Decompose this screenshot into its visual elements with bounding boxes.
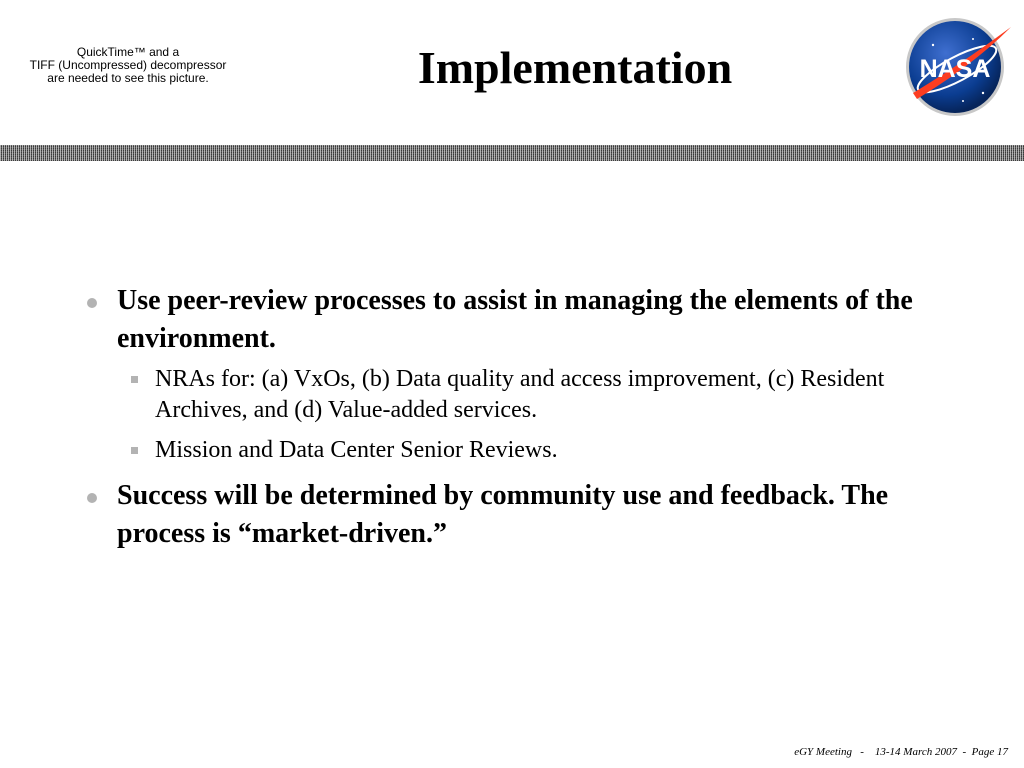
bullet-item [84, 282, 944, 466]
bullet-item [84, 477, 944, 553]
square-bullet-icon [131, 447, 138, 454]
sub-bullet-item [117, 435, 944, 466]
placeholder-line-2: TIFF (Uncompressed) decompressor [29, 58, 227, 72]
sub-bullet-text: NRAs for: (a) VxOs, (b) Data quality and access improvement, (c) Resident Archives, and (d) Value-added services. [155, 366, 885, 423]
sub-bullet-item [117, 364, 944, 426]
bullet-text: Use peer-review processes to assist in managing the elements of the environment. [117, 285, 913, 354]
slide-title: Implementation [417, 42, 733, 93]
bullet-dot-icon [87, 493, 97, 503]
nasa-logo-icon [903, 15, 1011, 119]
nasa-logo-text: NASA [919, 55, 991, 83]
placeholder-line-3: are needed to see this picture. [47, 71, 209, 85]
header-divider-bar [0, 145, 1024, 161]
footer-date: 13-14 March 2007 [874, 746, 957, 758]
footer-page: Page 17 [971, 746, 1008, 758]
slide-footer: eGY Meeting - 13-14 March 2007 - Page 17 [794, 746, 1008, 758]
square-bullet-icon [131, 376, 138, 383]
bullet-list [84, 282, 944, 553]
footer-meeting: eGY Meeting [794, 746, 852, 758]
nasa-logo [903, 15, 1011, 119]
bullet-text: Success will be determined by community use and feedback. The process is “market-driven.” [117, 480, 889, 549]
placeholder-line-1: QuickTime™ and a [76, 45, 180, 59]
quicktime-placeholder [0, 46, 256, 85]
bullet-dot-icon [87, 298, 97, 308]
sub-bullet-list [117, 364, 944, 466]
sub-bullet-text: Mission and Data Center Senior Reviews. [155, 437, 558, 463]
